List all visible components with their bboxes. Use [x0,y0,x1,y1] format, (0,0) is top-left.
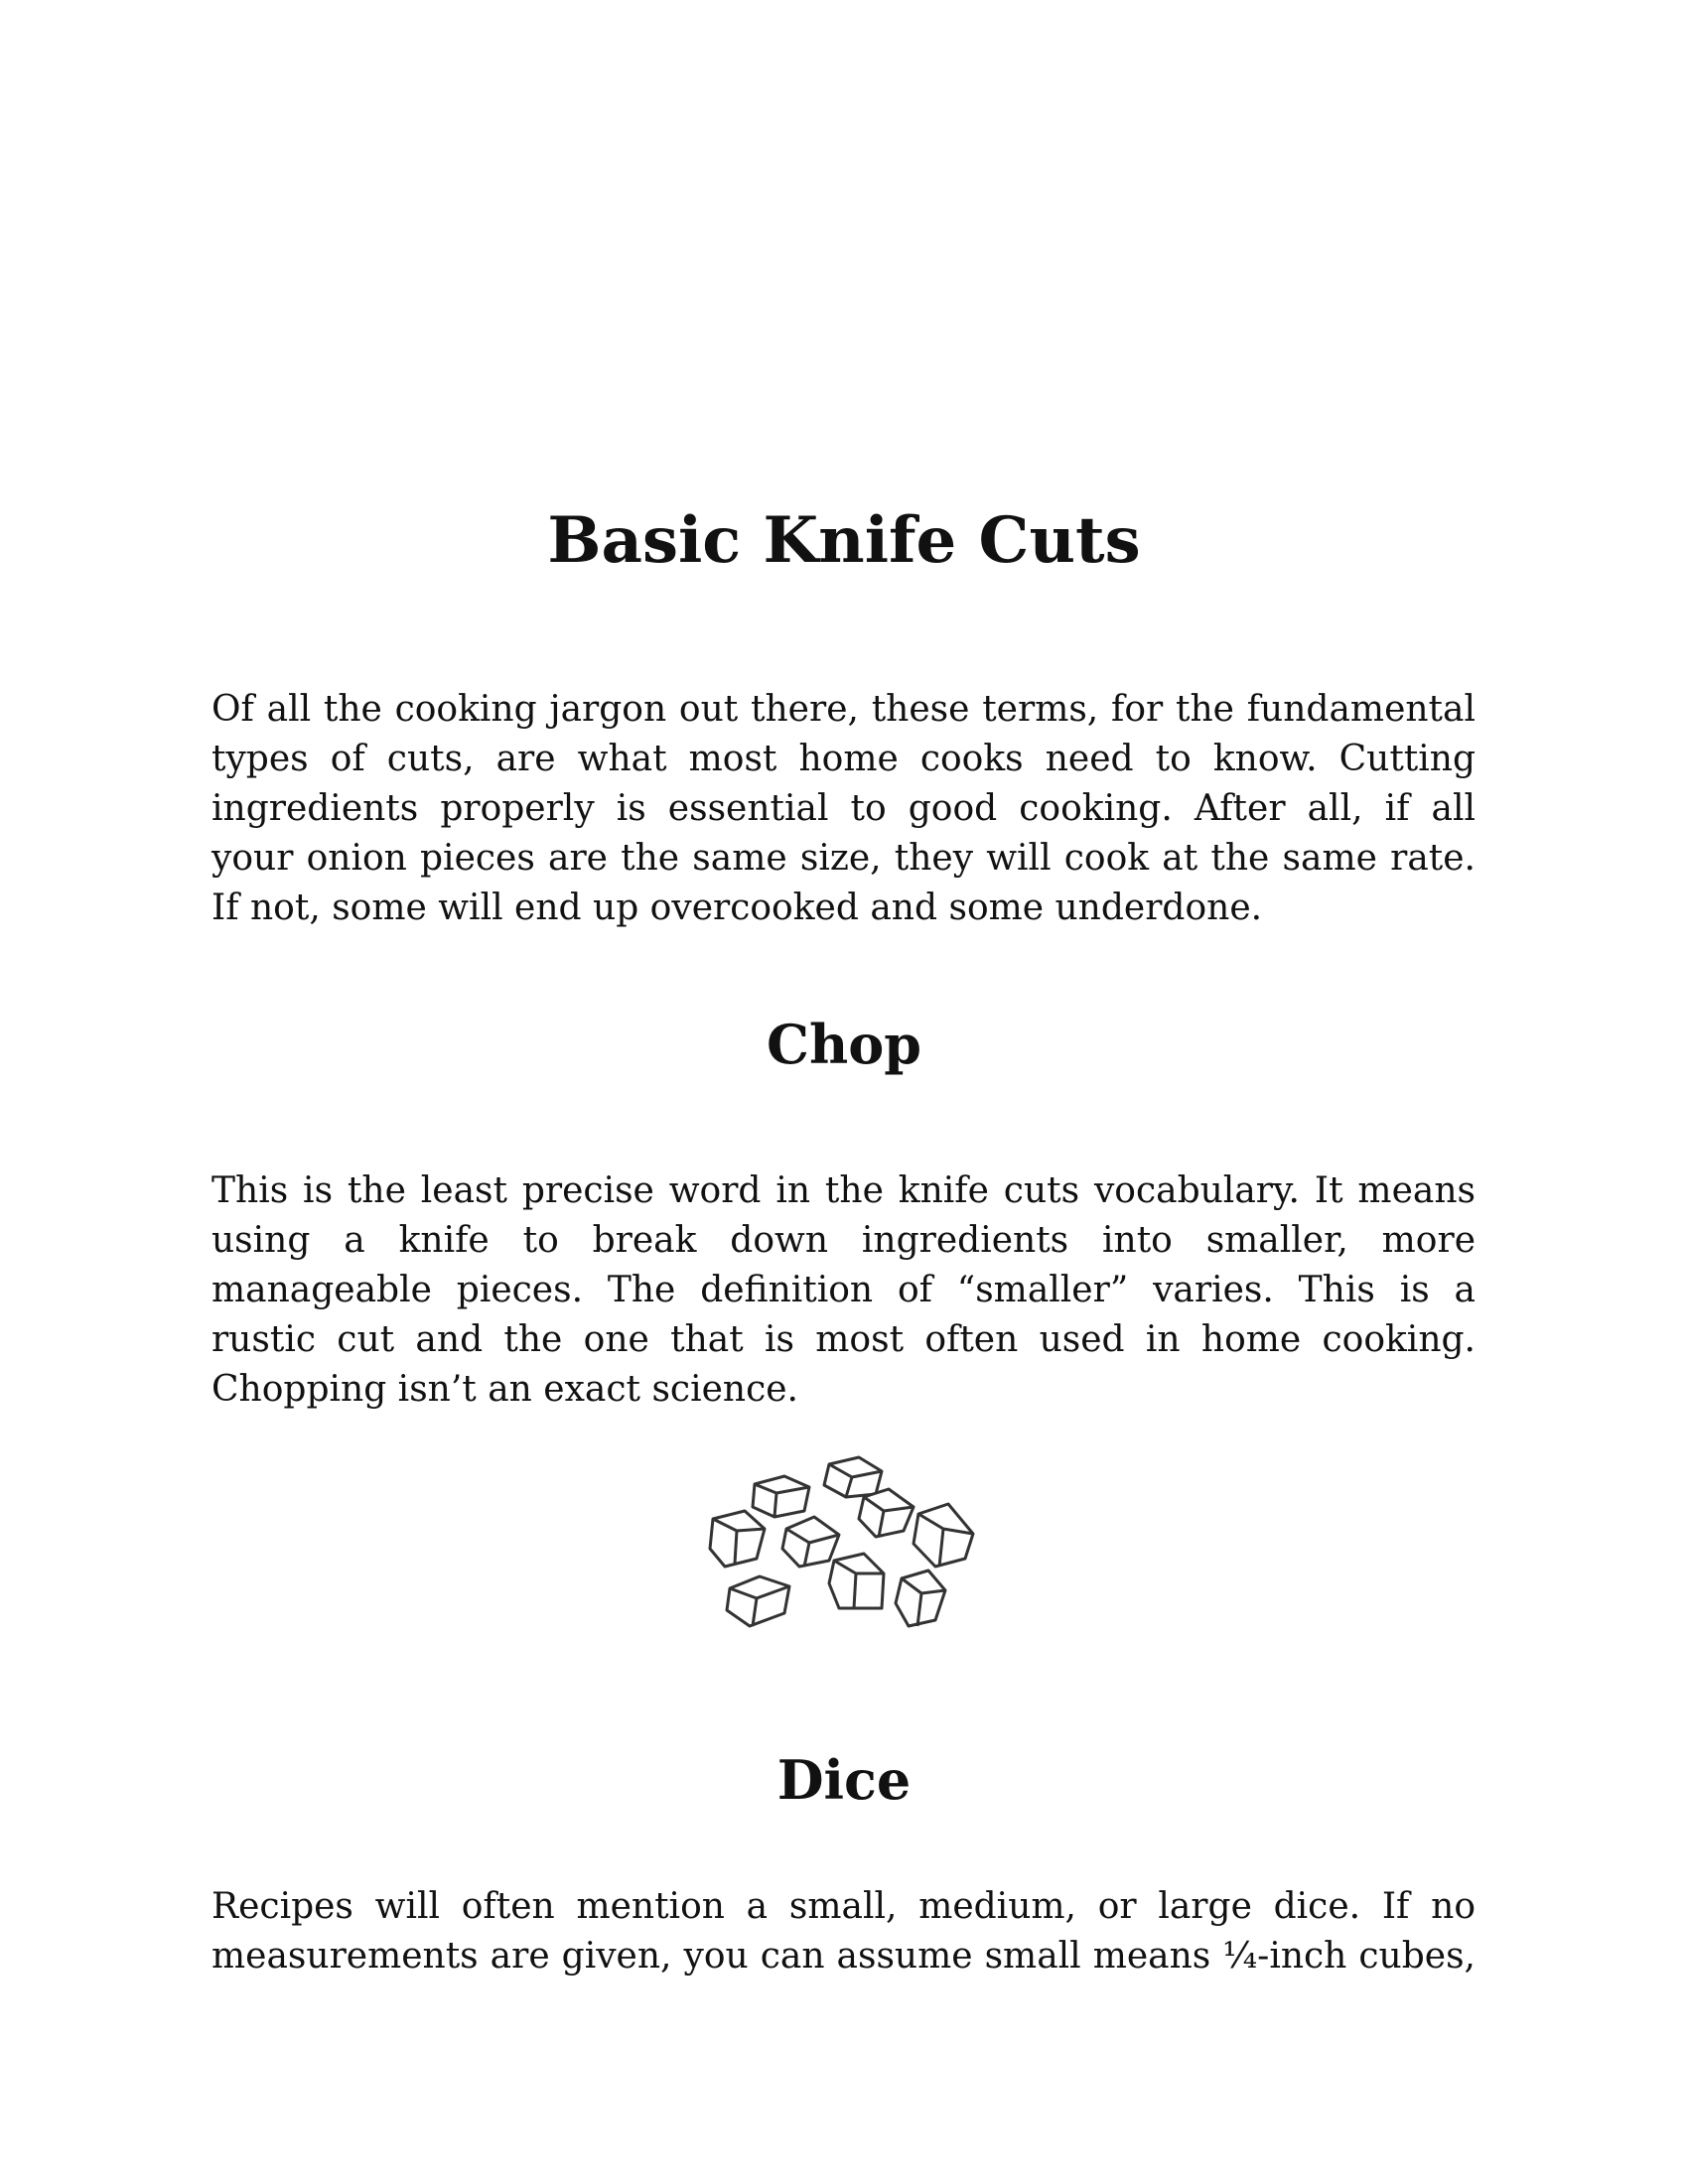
chop-line: Chopping isn’t an exact science. [211,1369,798,1410]
chop-line: This is the least precise word in the knife cuts vocabulary. It means [211,1170,1476,1211]
chop-heading: Chop [766,1013,921,1076]
dice-line: measurements are given, you can assume small means ¼-inch cubes, [211,1936,1476,1977]
intro-line: types of cuts, are what most home cooks need to know. Cutting [211,739,1476,779]
dice-paragraph [211,1882,1476,1981]
chopped-cubes-illustration [705,1449,983,1648]
intro-line: your onion pieces are the same size, they will cook at the same rate. [211,838,1476,879]
page-title: Basic Knife Cuts [547,503,1141,578]
chop-line: using a knife to break down ingredients into smaller, more [211,1220,1476,1261]
intro-paragraph [211,685,1476,933]
dice-line: Recipes will often mention a small, medium, or large dice. If no [211,1886,1476,1927]
chop-paragraph [211,1166,1476,1415]
cube-shape [727,1576,789,1626]
intro-line: Of all the cooking jargon out there, these terms, for the fundamental [211,689,1476,730]
cube-shape [753,1476,809,1517]
cube-shape [859,1489,914,1537]
chop-line: manageable pieces. The definition of “smaller” varies. This is a [211,1270,1476,1310]
intro-line: If not, some will end up overcooked and some underdone. [211,887,1263,928]
dice-heading: Dice [776,1748,912,1812]
chop-line: rustic cut and the one that is most often used in home cooking. [211,1319,1476,1360]
intro-line: ingredients properly is essential to good cooking. After all, if all [211,788,1476,829]
